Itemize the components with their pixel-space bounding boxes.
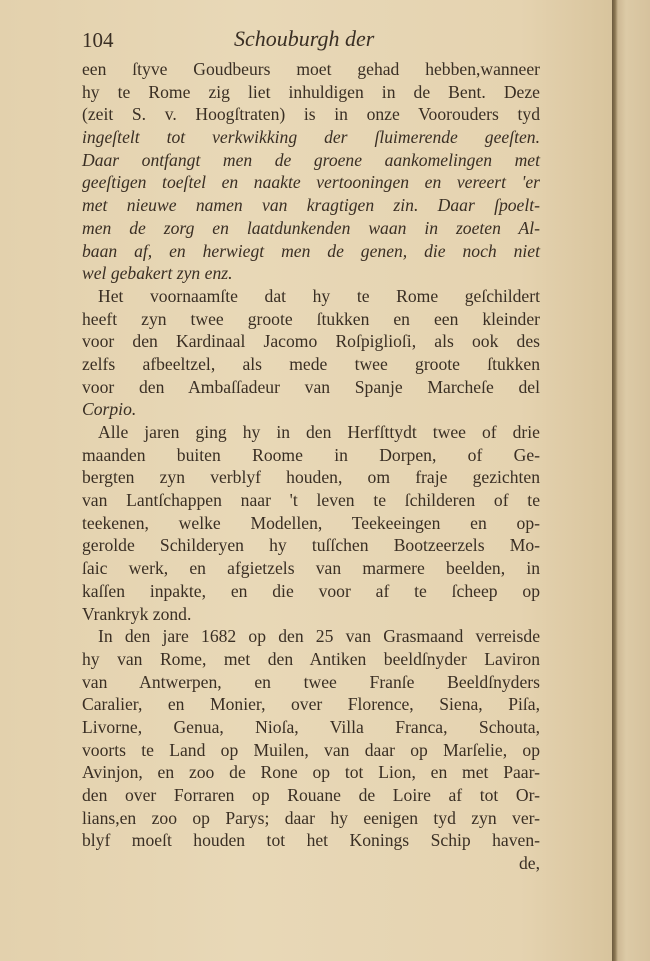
text-line: geeſtigen toeſtel en naakte vertooningen en vereert 'er	[82, 172, 540, 193]
text-line: wel gebakert zyn enz.	[82, 263, 233, 284]
text-line: voor den Kardinaal Jacomo Roſpiglioſi, als ook des	[82, 331, 540, 352]
text-line: blyf moeſt houden tot het Konings Schip haven-	[82, 830, 540, 851]
page-gutter	[612, 0, 650, 961]
text-line: ingeſtelt tot verkwikking der ſluimerende geeſten.	[82, 127, 540, 148]
text-line: den over Forraren op Rouane de Loire af tot Or-	[82, 785, 540, 805]
text-line: Vrankryk zond.	[82, 603, 192, 624]
text-line: van Lantſchappen naar 't leven te ſchilderen of te	[82, 490, 540, 511]
page-number: 104	[82, 28, 114, 52]
text-line: Daar ontfangt men de groene aankomelingen met	[82, 149, 540, 170]
page-header	[82, 24, 540, 58]
text-line: Corpio.	[82, 399, 137, 420]
text-line: men de zorg en laatdunkenden waan in zoeten Al-	[82, 217, 540, 238]
text-line: Het voornaamſte dat hy te Rome geſchildert	[98, 285, 540, 306]
text-line: voorts te Land op Muilen, van daar op Marſelie, op	[82, 739, 540, 760]
page-text-block	[82, 24, 540, 875]
body-text	[82, 58, 540, 875]
text-line: Caralier, en Monier, over Florence, Siena, Piſa,	[82, 694, 540, 715]
text-line: baan af, en herwiegt men de genen, die noch niet	[82, 240, 540, 261]
text-line: kaſſen inpakte, en die voor af te ſcheep op	[82, 580, 540, 601]
text-line: In den jare 1682 op den 25 van Grasmaand verreisde	[98, 626, 540, 647]
text-line: maanden buiten Roome in Dorpen, of Ge-	[82, 444, 540, 465]
text-line: hy te Rome zig liet inhuldigen in de Bent. Deze	[82, 81, 540, 102]
text-line: met nieuwe namen van kragtigen zin. Daar ſpoelt-	[82, 195, 540, 216]
text-line: Alle jaren ging hy in den Herfſttydt twee of drie	[98, 422, 540, 442]
text-line: van Antwerpen, en twee Franſe Beeldſnyders	[82, 671, 540, 692]
text-line: lians,en zoo op Parys; daar hy eenigen tyd zyn ver-	[82, 807, 540, 828]
text-line: bergten zyn verblyf houden, om fraje gezichten	[82, 467, 540, 488]
text-line: hy van Rome, met den Antiken beeldſnyder Laviron	[82, 648, 540, 669]
text-line: gerolde Schilderyen hy tuſſchen Bootzeerzels Mo-	[82, 535, 540, 556]
text-line: (zeit S. v. Hoogſtraten) is in onze Voorouders tyd	[82, 104, 540, 125]
running-title: Schouburgh der	[234, 26, 375, 51]
text-line: een ſtyve Goudbeurs moet gehad hebben,wanneer	[82, 59, 540, 79]
text-line: Avinjon, en zoo de Rone op tot Lion, en met Paar-	[82, 762, 540, 783]
text-line: de,	[518, 853, 540, 874]
text-line: Livorne, Genua, Nioſa, Villa Franca, Schouta,	[82, 716, 540, 737]
text-line: zelfs afbeeltzel, als mede twee groote ſtukken	[82, 353, 540, 374]
text-line: teekenen, welke Modellen, Teekeeingen en op-	[82, 512, 540, 533]
text-line: voor den Ambaſſadeur van Spanje Marcheſe del	[82, 376, 540, 397]
text-line: heeft zyn twee groote ſtukken en een kleinder	[82, 308, 540, 329]
text-line: ſaic werk, en afgietzels van marmere beelden, in	[82, 558, 540, 579]
